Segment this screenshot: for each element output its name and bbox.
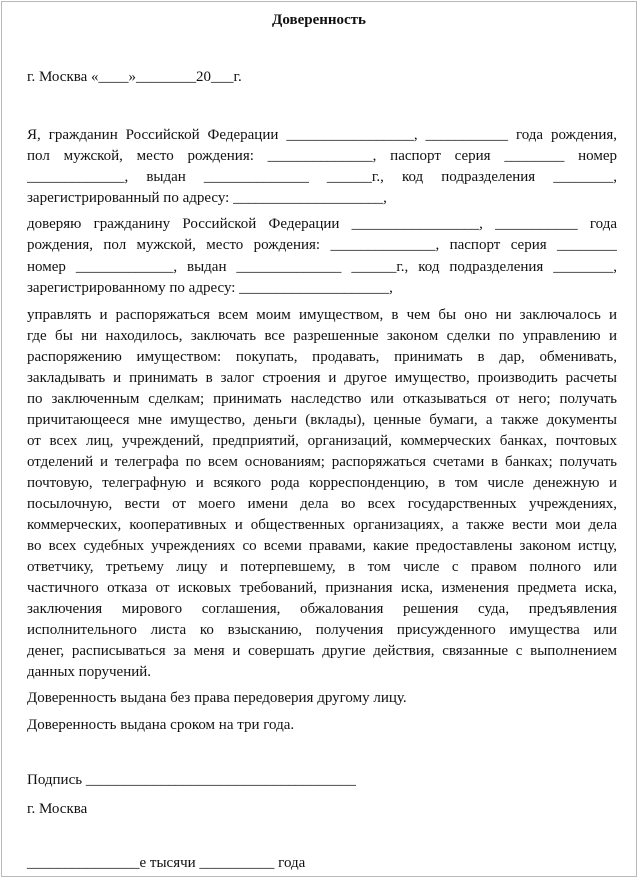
principal-line: зарегистрированный по адресу: ____________________, xyxy=(27,190,387,206)
powers-line: посылочную, вести от моего имени дела во всех государственных учреждениях, xyxy=(27,496,617,512)
term-clause: Доверенность выдана сроком на три года. xyxy=(27,717,295,733)
powers-line: ответчику, третьему лицу и потерпевшему, в том числе с правом полного или xyxy=(27,559,617,575)
powers-line: причитающееся мне имущество, деньги (вклады), ценные бумаги, а также документы xyxy=(27,412,617,428)
document-title: Доверенность xyxy=(272,12,366,28)
no-substitution-clause: Доверенность выдана без права передоверия другому лицу. xyxy=(27,690,407,706)
powers-line: частичного отказа от исковых требований, признания иска, изменения предмета иска, xyxy=(27,580,617,596)
powers-line: распоряжению имуществом: покупать, продавать, принимать в дар, обменивать, xyxy=(27,349,617,365)
powers-line: от всех лиц, учреждений, предприятий, организаций, коммерческих банках, почтовых xyxy=(27,433,617,449)
powers-line: коммерческих, кооперативных и общественных организациях, а также вести мои дела xyxy=(27,517,617,533)
powers-line: почтовую, телеграфную и всякого рода корреспонденцию, в том числе денежную и xyxy=(27,475,617,491)
powers-line: исполнительного листа ко взысканию, получения присужденного имущества или xyxy=(27,622,617,638)
principal-line: _____________, выдан ______________ ______г., код подразделения ________, xyxy=(27,169,617,185)
powers-line: закладывать и принимать в залог строения и другое имущество, производить расчеты xyxy=(27,370,617,386)
powers-line: заключения мирового соглашения, обжалования решения суда, предъявления xyxy=(27,601,617,617)
powers-line: управлять и распоряжаться всем моим имуществом, в чем бы оно ни заключалось и xyxy=(27,307,617,323)
principal-line: пол мужской, место рождения: ______________, паспорт серия ________ номер xyxy=(27,148,617,164)
powers-line: где бы ни находилось, заключать все разрешенные законом сделки по управлению и xyxy=(27,328,617,344)
city-line: г. Москва xyxy=(27,801,88,817)
principal-line: Я, гражданин Российской Федерации _________________, ___________ года рождения, xyxy=(27,127,617,143)
power-of-attorney-document xyxy=(1,1,637,877)
attorney-line: номер _____________, выдан ______________ ______г., код подразделения ________, xyxy=(27,259,617,275)
powers-line: данных поручений. xyxy=(27,664,152,680)
powers-line: во всех судебных учреждениях со всеми правами, какие предоставлены законом истцу, xyxy=(27,538,617,554)
date-words-line: _______________е тысячи __________ года xyxy=(27,855,306,871)
attorney-line: доверяю гражданину Российской Федерации _________________, ___________ года xyxy=(27,216,617,232)
signature-line: Подпись ____________________________________ xyxy=(27,772,356,788)
powers-line: отделений и телеграфа по всем основаниям; распоряжаться счетами в банках; получать xyxy=(27,454,617,470)
place-date-line: г. Москва «____»________20___г. xyxy=(27,69,242,85)
attorney-line: зарегистрированному по адресу: ____________________, xyxy=(27,280,393,296)
attorney-line: рождения, пол мужской, место рождения: ______________, паспорт серия ________ xyxy=(27,237,617,253)
powers-line: по заключенным сделкам; принимать наследство или отказываться от него; получать xyxy=(27,391,617,407)
powers-line: денег, расписываться за меня и совершать другие действия, связанные с выполнением xyxy=(27,643,617,659)
